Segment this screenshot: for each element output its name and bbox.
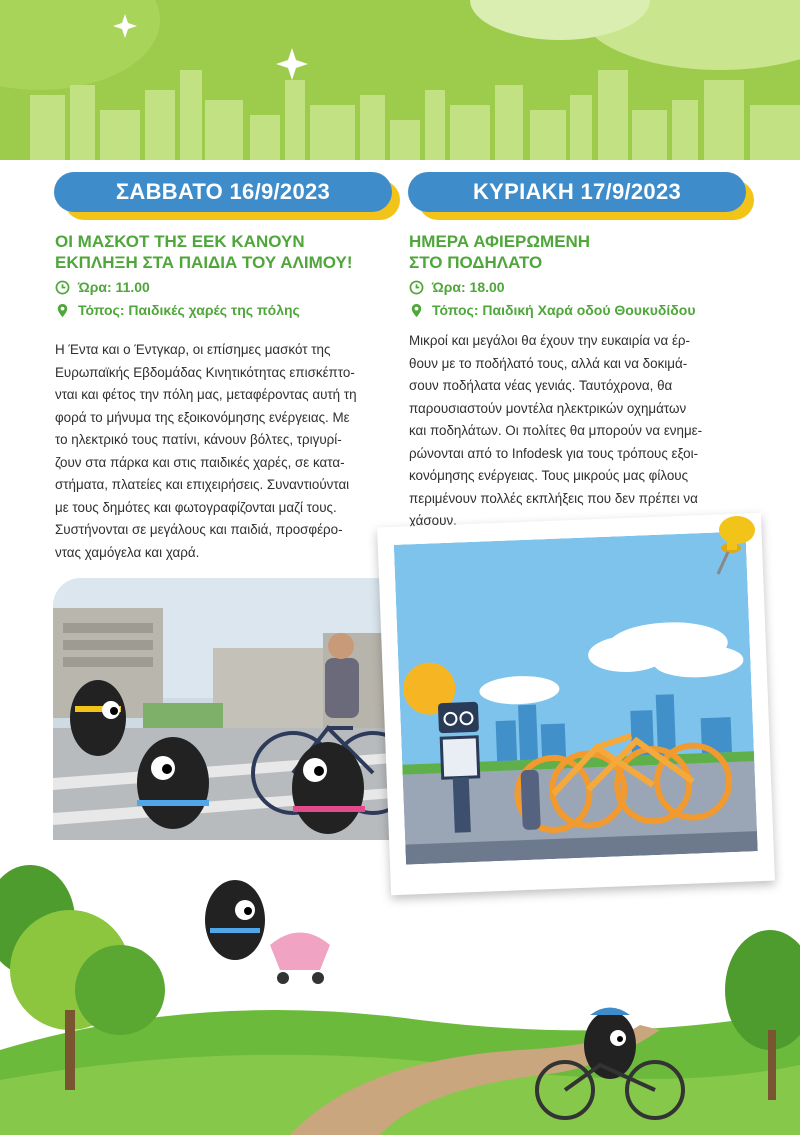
map-pin-icon — [409, 303, 424, 318]
paragraph-line: στήματα, πλατείες και επιχειρήσεις. Συναντιούνται — [55, 477, 350, 492]
paragraph-line: το ηλεκτρικό τους πατίνι, κάνουν βόλτες, τριγυρί- — [55, 432, 342, 447]
paragraph-line: ντας χαμόγελα και χαρά. — [55, 544, 200, 560]
paragraph-line: με τους δημότες και φωτογραφίζονται μαζί τους. — [55, 499, 337, 515]
paragraph-line: χάσουν. — [409, 513, 457, 528]
paragraph-line: Η Έντα και ο Έντγκαρ, οι επίσημες μασκότ της — [55, 342, 331, 357]
event-description-saturday — [55, 339, 392, 564]
bike-station-illustration — [394, 531, 758, 864]
paragraph-line: περιμένουν πολλές εκπλήξεις που δεν πρέπει να — [409, 490, 698, 506]
park-scene-illustration — [0, 850, 800, 1135]
day-label-sunday: ΚΥΡΙΑΚΗ 17/9/2023 — [408, 172, 746, 212]
paragraph-line: ζουν στα πάρκα και στις παιδικές χαρές, σε κατα- — [55, 454, 345, 470]
event-place-saturday: Τόπος: Παιδικές χαρές της πόλης — [55, 302, 300, 318]
day-pill-sunday — [408, 172, 746, 212]
paragraph-line: σουν ποδήλατα νέας γενιάς. Ταυτόχρονα, θα — [409, 378, 673, 393]
paragraph-line: θουν με το ποδήλατό τους, αλλά και να δοκιμά- — [409, 355, 688, 371]
event-title-saturday: ΟΙ ΜΑΣΚΟΤ ΤΗΣ ΕΕΚ ΚΑΝΟΥΝ ΕΚΠΛΗΞΗ ΣΤΑ ΠΑΙΔΙΑ ΤΟΥ ΑΛΙΜΟΥ! — [55, 232, 353, 272]
map-pin-icon — [55, 303, 70, 318]
day-label-saturday: ΣΑΒΒΑΤΟ 16/9/2023 — [54, 172, 392, 212]
paragraph-line: Συστήνονται σε μεγάλους και παιδιά, προσφέρο- — [55, 522, 343, 537]
event-place-sunday: Τόπος: Παιδική Χαρά οδού Θουκυδίδου — [409, 302, 695, 318]
paragraph-line: παρουσιαστούν μοντέλα ηλεκτρικών οχημάτων — [409, 400, 687, 416]
paragraph-line: και ποδηλάτων. Οι πολίτες θα μπορούν να ενημε- — [409, 423, 703, 438]
clock-icon — [55, 280, 70, 295]
paragraph-line: κονόμησης ενέργειας. Τους μικρούς μας φίλους — [409, 468, 689, 483]
day-pill-saturday — [54, 172, 392, 212]
clock-icon — [409, 280, 424, 295]
city-skyline-illustration — [0, 0, 800, 160]
event-time-sunday: Ώρα: 18.00 — [409, 279, 505, 295]
paragraph-line: φορά το μήνυμα της εξοικονόμησης ενέργειας. Με — [55, 409, 350, 425]
push-pin-icon — [704, 510, 760, 578]
paragraph-line: νται και φέτος την πόλη μας, μεταφέροντας αυτή τη — [55, 387, 357, 402]
event-time-saturday: Ώρα: 11.00 — [55, 279, 150, 295]
top-city-banner — [0, 0, 800, 160]
event-description-sunday — [409, 330, 746, 533]
mascots-street-photo — [53, 578, 393, 840]
paragraph-line: Ευρωπαϊκής Εβδομάδας Κινητικότητας επισκέπτο- — [55, 364, 355, 380]
paragraph-line: ρώνονται από το Infodesk για τους τρόπους εξοι- — [409, 445, 699, 461]
event-title-sunday: ΗΜΕΡΑ ΑΦΙΕΡΩΜΕΝΗ ΣΤΟ ΠΟΔΗΛΑΤΟ — [409, 232, 591, 272]
paragraph-line: Μικροί και μεγάλοι θα έχουν την ευκαιρία να έρ- — [409, 333, 690, 348]
